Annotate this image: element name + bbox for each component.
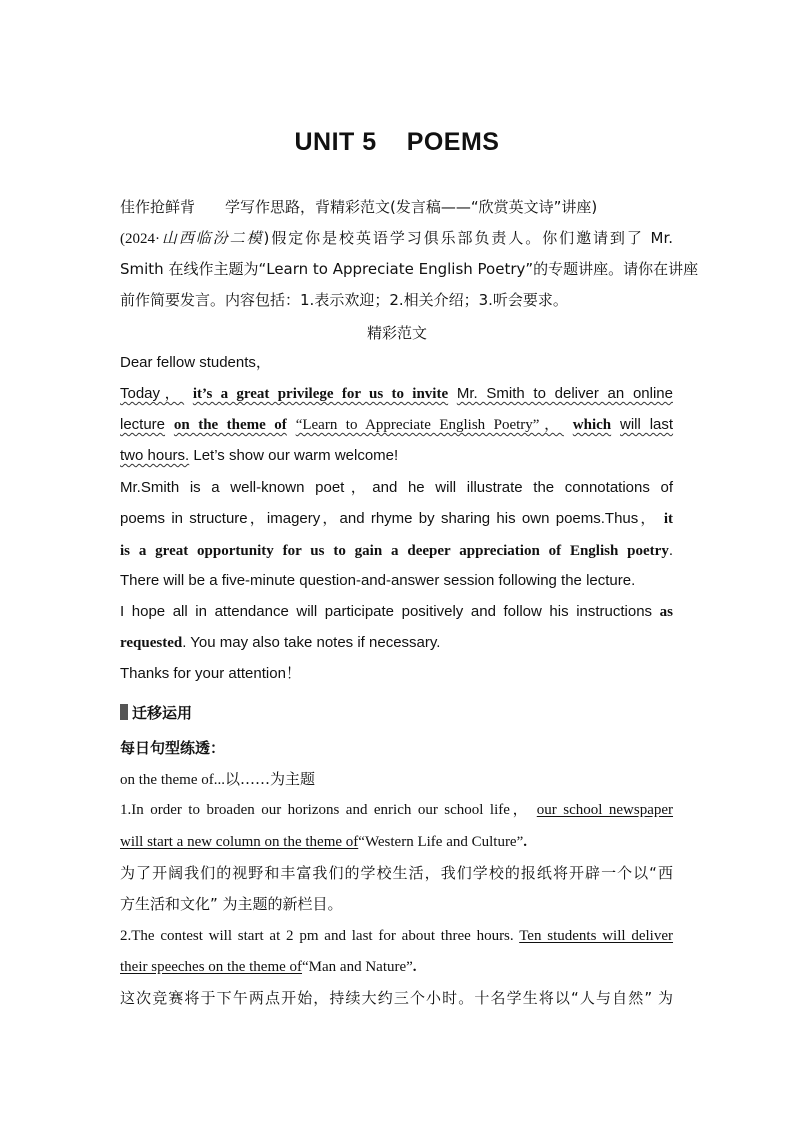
example-2-line-1: 2.The contest will start at 2 pm and last for about three hours. Ten students will deliver [120, 928, 674, 944]
essay-line: lecture on the theme of “Learn to Appreciate English Poetry”， which will last [120, 416, 674, 433]
prompt-line-3: 前作简要发言。内容包括：1.表示欢迎；2.相关介绍；3.听会要求。 [120, 291, 568, 309]
unit-name: POEMS [406, 128, 500, 156]
essay-line: I hope all in attendance will participate positively and follow his instructions as [120, 603, 673, 620]
practice-section-title: 迁移运用 [120, 703, 192, 723]
daily-pattern-label: 每日句型练透： [120, 739, 226, 757]
essay-line: There will be a five-minute question-and-answer session following the lecture. [120, 572, 636, 589]
page-title [0, 128, 794, 157]
prompt-line-2: Smith 在线作主题为“Learn to Appreciate English Poetry”的专题讲座。请你在讲座 [120, 260, 699, 278]
essay-line: requested. You may also take notes if necessary. [120, 634, 441, 651]
prompt-source: 山西临汾二模 [160, 229, 264, 247]
unit-label: UNIT 5 [294, 128, 377, 156]
section-marker-icon [120, 704, 128, 720]
essay-heading: 精彩范文 [366, 324, 427, 342]
essay-line: Today， it’s a great privilege for us to invite Mr. Smith to deliver an online [120, 385, 673, 402]
essay-closing: Thanks for your attention！ [120, 665, 301, 682]
key-phrase: which [572, 417, 612, 433]
key-phrase: it [663, 511, 673, 527]
prompt-line-1: (2024·山西临汾二模)假定你是校英语学习俱乐部负责人。你们邀请到了 Mr. [120, 229, 673, 247]
pattern-line: on the theme of...以……为主题 [120, 770, 315, 788]
essay-line: is a great opportunity for us to gain a deeper appreciation of English poetry. [120, 542, 673, 559]
essay-greeting: Dear fellow students， [120, 354, 271, 371]
essay-line: two hours. Let’s show our warm welcome! [120, 447, 399, 464]
example-2-line-2: their speeches on the theme of“Man and Nature”. [120, 959, 417, 975]
section-header [120, 197, 597, 217]
essay-line: poems in structure，imagery，and rhyme by sharing his own poems.Thus， it [120, 510, 673, 527]
example-1-translation-2: 方生活和文化” 为主题的新栏目。 [120, 895, 343, 913]
essay-line: Mr.Smith is a well-known poet，and he will illustrate the connotations of [120, 479, 673, 496]
example-2-translation-1: 这次竞赛将于下午两点开始，持续大约三个小时。十名学生将以“人与自然” 为 [120, 989, 673, 1007]
key-phrase: on the theme of [173, 417, 287, 433]
key-phrase: requested [120, 635, 183, 651]
header-label: 佳作抢鲜背 [120, 198, 196, 216]
example-1-line-1: 1.In order to broaden our horizons and enrich our school life， our school newspaper [120, 802, 674, 818]
key-phrase: it’s a great privilege for us to invite [192, 386, 449, 402]
example-1-line-2: will start a new column on the theme of“Western Life and Culture”. [120, 834, 528, 850]
key-phrase: is a great opportunity for us to gain a deeper appreciation of English poetry [120, 543, 669, 559]
key-phrase: as [659, 604, 673, 620]
example-1-translation-1: 为了开阔我们的视野和丰富我们的学校生活，我们学校的报纸将开辟一个以“西 [120, 864, 673, 882]
header-subtitle: 学写作思路，背精彩范文(发言稿——“欣赏英文诗”讲座) [225, 198, 598, 216]
